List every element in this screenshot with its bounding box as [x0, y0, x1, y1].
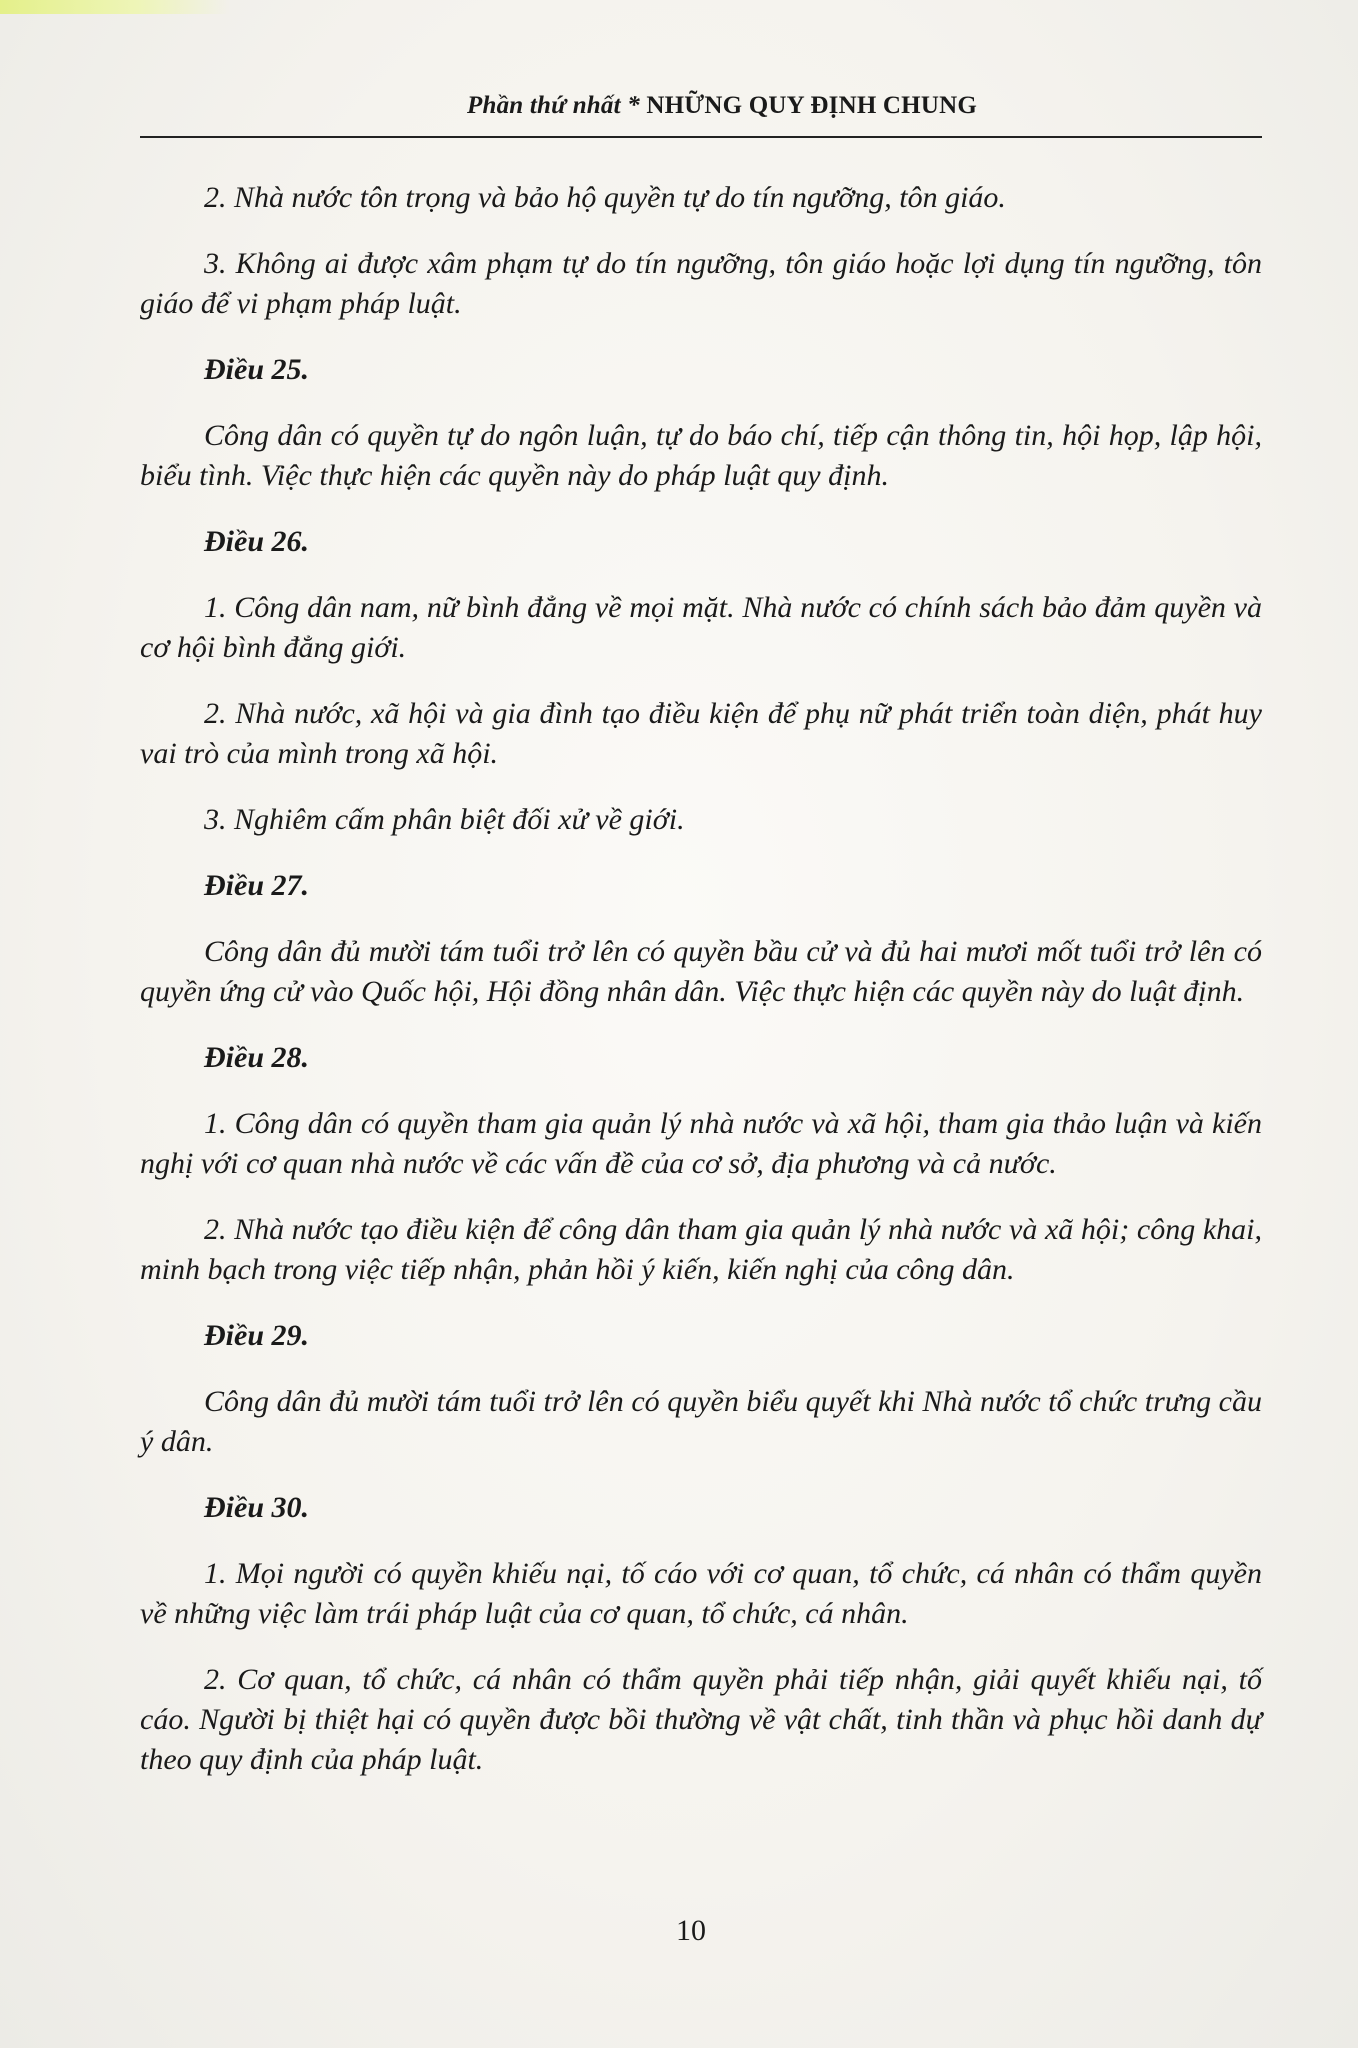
paragraph: Công dân đủ mười tám tuổi trở lên có quyền bầu cử và đủ hai mươi mốt tuổi trở lên có quyền ứng cử vào Quốc hội, Hội đồng nhân dân. Việc thực hiện các quyền này do luật định.	[140, 935, 1262, 1008]
article-heading: Điều 26.	[204, 525, 309, 558]
paragraph: 2. Cơ quan, tổ chức, cá nhân có thẩm quyền phải tiếp nhận, giải quyết khiếu nại, tố cáo. Người bị thiệt hại có quyền được bồi thường về vật chất, tinh thần và phục hồi danh dự theo quy định của pháp luật.	[140, 1663, 1262, 1776]
paragraph: 3. Không ai được xâm phạm tự do tín ngưỡng, tôn giáo hoặc lợi dụng tín ngưỡng, tôn giáo để vi phạm pháp luật.	[140, 247, 1262, 320]
paragraph: 2. Nhà nước tôn trọng và bảo hộ quyền tự do tín ngưỡng, tôn giáo.	[204, 181, 1006, 214]
page-number: 10	[676, 1914, 706, 1947]
paragraph: 2. Nhà nước, xã hội và gia đình tạo điều kiện để phụ nữ phát triển toàn diện, phát huy vai trò của mình trong xã hội.	[140, 697, 1262, 770]
paragraph: 1. Mọi người có quyền khiếu nại, tố cáo với cơ quan, tổ chức, cá nhân có thẩm quyền về những việc làm trái pháp luật của cơ quan, tổ chức, cá nhân.	[140, 1557, 1262, 1630]
page-edge-highlight	[0, 0, 230, 14]
header-part-label: Phần thứ nhất *	[467, 92, 640, 119]
article-heading: Điều 29.	[204, 1319, 309, 1352]
header-rule	[140, 136, 1262, 138]
header-title: NHỮNG QUY ĐỊNH CHUNG	[646, 92, 977, 119]
paragraph: 1. Công dân nam, nữ bình đẳng về mọi mặt. Nhà nước có chính sách bảo đảm quyền và cơ hội bình đẳng giới.	[140, 591, 1262, 664]
running-header	[140, 92, 1260, 132]
paragraph: 3. Nghiêm cấm phân biệt đối xử về giới.	[204, 803, 685, 836]
paragraph: Công dân có quyền tự do ngôn luận, tự do báo chí, tiếp cận thông tin, hội họp, lập hội, biểu tình. Việc thực hiện các quyền này do pháp luật quy định.	[140, 419, 1262, 492]
article-heading: Điều 25.	[204, 353, 309, 386]
paragraph: 2. Nhà nước tạo điều kiện để công dân tham gia quản lý nhà nước và xã hội; công khai, minh bạch trong việc tiếp nhận, phản hồi ý kiến, kiến nghị của công dân.	[140, 1213, 1262, 1286]
article-heading: Điều 30.	[204, 1491, 309, 1524]
article-heading: Điều 27.	[204, 869, 309, 902]
running-header-text	[467, 92, 977, 119]
paragraph: Công dân đủ mười tám tuổi trở lên có quyền biểu quyết khi Nhà nước tổ chức trưng cầu ý dân.	[140, 1385, 1262, 1458]
paragraph: 1. Công dân có quyền tham gia quản lý nhà nước và xã hội, tham gia thảo luận và kiến nghị với cơ quan nhà nước về các vấn đề của cơ sở, địa phương và cả nước.	[140, 1107, 1262, 1180]
body-text	[140, 178, 1262, 1806]
article-heading: Điều 28.	[204, 1041, 309, 1074]
